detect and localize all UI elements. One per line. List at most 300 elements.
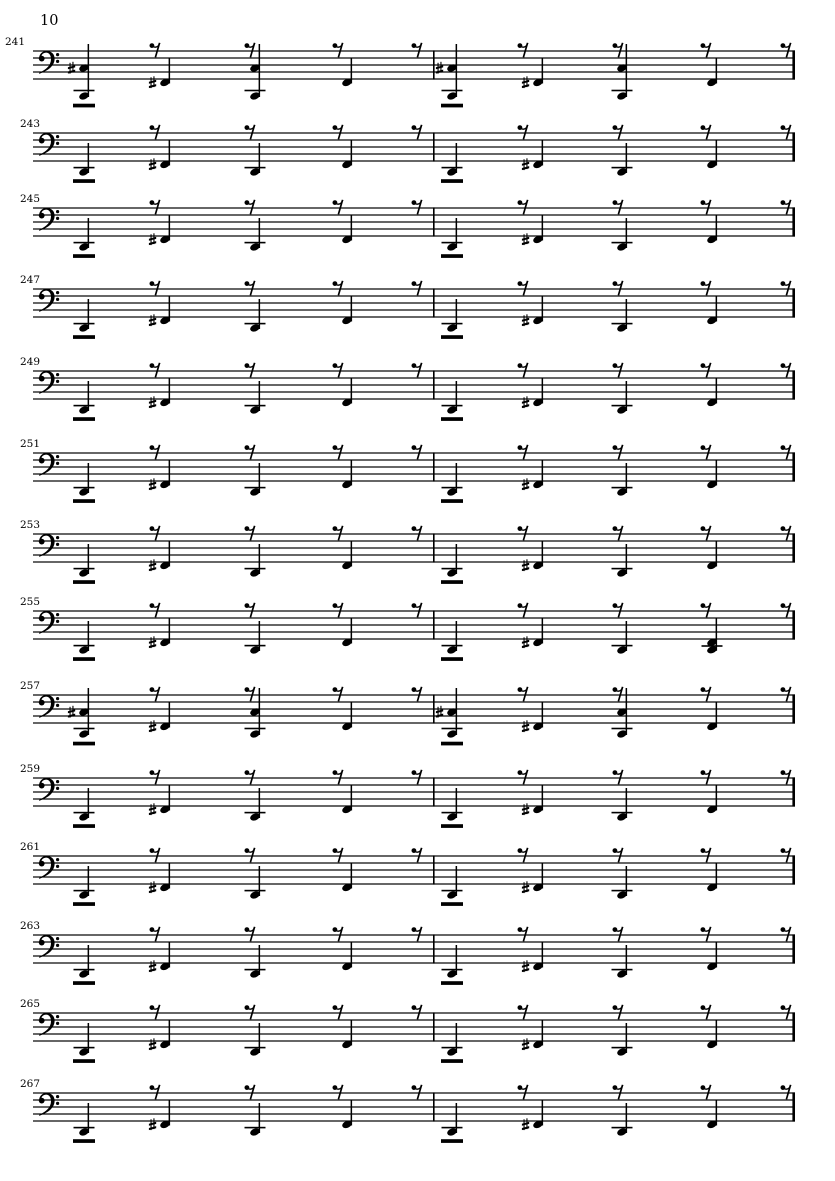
staff-line	[33, 309, 795, 310]
note-stem	[456, 788, 458, 818]
staff-line	[33, 948, 795, 949]
sharp-bar	[522, 1122, 529, 1126]
bass-clef-icon	[39, 778, 59, 801]
staff-line	[33, 547, 795, 548]
eighth-rest-icon	[518, 445, 528, 460]
note-stem	[351, 140, 353, 166]
note-stem	[169, 1100, 171, 1126]
rest-blob	[701, 927, 706, 932]
clef-blob	[39, 138, 45, 144]
eighth-rest-icon	[245, 603, 255, 618]
clef-dot	[56, 380, 59, 383]
note-stem	[351, 58, 353, 84]
rest-blob	[701, 1005, 706, 1010]
clef-dot	[56, 780, 59, 783]
note-stem	[259, 218, 261, 248]
note-stem	[351, 215, 353, 241]
note-stem	[626, 621, 628, 651]
final-barline	[792, 1012, 795, 1041]
note-stem	[542, 140, 544, 166]
ledger-line	[245, 728, 266, 730]
rest-blob	[150, 603, 155, 608]
clef-curl	[39, 371, 55, 394]
note-stem	[716, 296, 718, 322]
sharp-accidental	[522, 881, 529, 893]
sharp-bar	[149, 166, 156, 170]
note-stem	[456, 544, 458, 574]
note-stem	[351, 702, 353, 728]
note-stem	[626, 688, 628, 735]
rest-blob	[613, 603, 618, 608]
rest-blob	[701, 363, 706, 368]
ledger-line	[245, 890, 266, 892]
final-barline	[792, 288, 795, 317]
note-stem	[259, 1023, 261, 1053]
note-stem	[716, 58, 718, 84]
rest-blob	[613, 125, 618, 130]
eighth-rest-icon	[701, 1085, 711, 1100]
eighth-rest-icon	[150, 603, 160, 618]
thick-ledger-bar	[73, 657, 95, 661]
ledger-line	[245, 487, 266, 489]
final-barline	[792, 855, 795, 884]
rest-blob	[781, 848, 786, 853]
rest-blob	[333, 125, 338, 130]
eighth-rest-icon	[333, 125, 343, 140]
staff-line	[33, 214, 795, 215]
note-stem	[169, 785, 171, 811]
rest-blob	[613, 770, 618, 775]
bass-clef-icon	[39, 695, 59, 718]
ledger-line	[612, 167, 633, 169]
staff-line	[33, 631, 795, 632]
note-stem	[169, 541, 171, 567]
bass-clef-icon	[39, 1093, 59, 1116]
ledger-line	[442, 487, 463, 489]
note-stem	[259, 381, 261, 411]
staff-line	[33, 1012, 795, 1013]
rest-blob	[150, 445, 155, 450]
eighth-rest-icon	[333, 43, 343, 58]
eighth-rest-icon	[245, 281, 255, 296]
eighth-rest-icon	[412, 363, 422, 378]
eighth-rest-icon	[150, 1085, 160, 1100]
eighth-rest-icon	[613, 363, 623, 378]
eighth-rest-icon	[701, 687, 711, 702]
eighth-rest-icon	[150, 526, 160, 541]
eighth-rest-icon	[245, 848, 255, 863]
note-stem	[169, 140, 171, 166]
sharp-bar	[436, 65, 443, 69]
note-stem	[716, 1020, 718, 1046]
barline	[433, 370, 435, 399]
rest-blob	[412, 927, 417, 932]
staff-line	[33, 554, 795, 555]
staff-line	[33, 78, 795, 79]
final-barline	[792, 132, 795, 161]
rest-blob	[245, 770, 250, 775]
note-stem	[169, 618, 171, 644]
thick-ledger-bar	[73, 1139, 95, 1143]
rest-blob	[412, 200, 417, 205]
rest-blob	[412, 125, 417, 130]
sharp-bar	[149, 318, 156, 322]
eighth-rest-icon	[781, 848, 791, 863]
sharp-bar	[522, 807, 529, 811]
rest-blob	[518, 770, 523, 775]
ledger-line	[612, 90, 633, 92]
eighth-rest-icon	[518, 43, 528, 58]
eighth-rest-icon	[518, 603, 528, 618]
clef-curl	[39, 133, 55, 156]
staff-line	[33, 610, 795, 611]
rest-blob	[781, 43, 786, 48]
ledger-line	[442, 167, 463, 169]
ledger-line	[612, 405, 633, 407]
note-stem	[169, 460, 171, 486]
thick-ledger-bar	[73, 580, 95, 584]
staff-line	[33, 146, 795, 147]
clef-blob	[39, 213, 45, 219]
sharp-bar	[149, 482, 156, 486]
sharp-bar	[522, 404, 529, 408]
clef-dot	[56, 291, 59, 294]
eighth-rest-icon	[701, 43, 711, 58]
sharp-bar	[522, 237, 529, 241]
sharp-accidental	[149, 1118, 156, 1130]
note-stem	[169, 942, 171, 968]
clef-dot	[56, 536, 59, 539]
sharp-bar	[522, 964, 529, 968]
rest-blob	[701, 1085, 706, 1090]
thick-ledger-bar	[73, 335, 95, 339]
note-stem	[456, 866, 458, 896]
barline	[433, 452, 435, 481]
eighth-rest-icon	[150, 43, 160, 58]
note-stem	[626, 1103, 628, 1133]
rest-blob	[333, 848, 338, 853]
note-stem	[716, 378, 718, 404]
eighth-rest-icon	[613, 848, 623, 863]
note-stem	[626, 299, 628, 329]
sharp-bar	[68, 709, 75, 713]
note-stem	[88, 218, 90, 248]
sharp-accidental	[68, 62, 75, 74]
staff-system	[20, 118, 795, 183]
rest-blob	[245, 200, 250, 205]
ledger-line	[74, 167, 95, 169]
eighth-rest-icon	[150, 848, 160, 863]
rest-blob	[701, 848, 706, 853]
rest-blob	[781, 603, 786, 608]
final-barline	[792, 1092, 795, 1121]
rest-blob	[245, 281, 250, 286]
staff-line	[33, 377, 795, 378]
sharp-bar	[522, 318, 529, 322]
note-stem	[351, 785, 353, 811]
eighth-rest-icon	[333, 445, 343, 460]
sharp-accidental	[522, 1118, 529, 1130]
staff-line	[33, 962, 795, 963]
note-stem	[169, 1020, 171, 1046]
final-barline	[792, 610, 795, 639]
note-stem	[351, 942, 353, 968]
ledger-line	[612, 890, 633, 892]
sharp-bar	[522, 482, 529, 486]
note-stem	[351, 541, 353, 567]
measure-number: 251	[20, 438, 41, 450]
eighth-rest-icon	[701, 848, 711, 863]
note-stem	[169, 58, 171, 84]
sharp-bar	[149, 237, 156, 241]
sharp-bar	[522, 724, 529, 728]
sharp-accidental	[522, 1038, 529, 1050]
sharp-bar	[522, 728, 529, 732]
note-stem	[351, 863, 353, 889]
note-stem	[169, 702, 171, 728]
thick-ledger-bar	[73, 104, 95, 108]
rest-blob	[412, 43, 417, 48]
rest-blob	[613, 526, 618, 531]
rest-blob	[412, 445, 417, 450]
note-stem	[542, 541, 544, 567]
staff-system	[20, 274, 795, 339]
final-barline	[792, 934, 795, 963]
sharp-bar	[522, 162, 529, 166]
eighth-rest-icon	[150, 687, 160, 702]
rest-blob	[613, 927, 618, 932]
eighth-rest-icon	[412, 848, 422, 863]
note-stem	[169, 378, 171, 404]
eighth-rest-icon	[613, 445, 623, 460]
note-stem	[716, 618, 718, 651]
rest-blob	[781, 770, 786, 775]
rest-blob	[150, 200, 155, 205]
sharp-accidental	[149, 478, 156, 490]
clef-dot	[56, 1022, 59, 1025]
rest-blob	[518, 445, 523, 450]
eighth-rest-icon	[613, 43, 623, 58]
eighth-rest-icon	[613, 687, 623, 702]
ledger-line	[442, 728, 463, 730]
note-stem	[351, 1020, 353, 1046]
note-stem	[626, 945, 628, 975]
note-stem	[259, 945, 261, 975]
ledger-line	[612, 969, 633, 971]
note-stem	[88, 688, 90, 735]
eighth-rest-icon	[518, 363, 528, 378]
ledger-line	[245, 323, 266, 325]
thick-ledger-bar	[73, 981, 95, 985]
final-barline	[792, 50, 795, 79]
ledger-line	[245, 645, 266, 647]
note-stem	[542, 215, 544, 241]
eighth-rest-icon	[412, 445, 422, 460]
staff-line	[33, 561, 795, 562]
clef-curl	[39, 935, 55, 958]
measure-number: 245	[20, 193, 41, 205]
sharp-bar	[522, 166, 529, 170]
staff-line	[33, 805, 795, 806]
measure-number: 257	[20, 680, 41, 692]
staff-line	[33, 473, 795, 474]
measure-number: 253	[20, 519, 41, 531]
note-stem	[456, 143, 458, 173]
sharp-bar	[522, 563, 529, 567]
staff-line	[33, 398, 795, 399]
staff-line	[33, 941, 795, 942]
eighth-rest-icon	[518, 1085, 528, 1100]
eighth-rest-icon	[781, 200, 791, 215]
final-barline	[792, 370, 795, 399]
staff-line	[33, 869, 795, 870]
ledger-line	[245, 1127, 266, 1129]
sharp-bar	[149, 811, 156, 815]
note-stem	[626, 381, 628, 411]
clef-dot	[56, 60, 59, 63]
rest-blob	[518, 363, 523, 368]
sharp-bar	[149, 404, 156, 408]
sharp-bar	[522, 1046, 529, 1050]
note-stem	[542, 460, 544, 486]
note-stem	[456, 44, 458, 97]
sharp-accidental	[522, 559, 529, 571]
bass-clef-icon	[39, 935, 59, 958]
sharp-bar	[149, 162, 156, 166]
note-stem	[88, 381, 90, 411]
clef-dot	[56, 455, 59, 458]
note-stem	[542, 378, 544, 404]
eighth-rest-icon	[518, 770, 528, 785]
eighth-rest-icon	[245, 43, 255, 58]
sharp-accidental	[522, 233, 529, 245]
staff-line	[33, 1040, 795, 1041]
ledger-line	[442, 645, 463, 647]
sharp-bar	[522, 400, 529, 404]
rest-blob	[781, 526, 786, 531]
clef-dot	[56, 1015, 59, 1018]
thick-ledger-bar	[441, 902, 463, 906]
eighth-rest-icon	[245, 200, 255, 215]
staff-line	[33, 722, 795, 723]
note-stem	[259, 866, 261, 896]
sharp-accidental	[149, 960, 156, 972]
staff-line	[33, 862, 795, 863]
thick-ledger-bar	[441, 1139, 463, 1143]
sharp-bar	[436, 709, 443, 713]
note-stem	[716, 785, 718, 811]
note-stem	[259, 463, 261, 493]
sharp-accidental	[149, 314, 156, 326]
rest-blob	[245, 125, 250, 130]
thick-ledger-bar	[441, 657, 463, 661]
eighth-rest-icon	[150, 125, 160, 140]
eighth-rest-icon	[701, 281, 711, 296]
rest-blob	[518, 927, 523, 932]
ledger-line	[612, 812, 633, 814]
note-stem	[716, 215, 718, 241]
sharp-bar	[522, 644, 529, 648]
sharp-bar	[522, 640, 529, 644]
eighth-rest-icon	[701, 125, 711, 140]
eighth-rest-icon	[701, 927, 711, 942]
rest-blob	[150, 848, 155, 853]
bass-clef-icon	[39, 453, 59, 476]
rest-blob	[701, 687, 706, 692]
sharp-bar	[68, 65, 75, 69]
staff-line	[33, 288, 795, 289]
rest-blob	[333, 1005, 338, 1010]
measure-number: 247	[20, 274, 41, 286]
sharp-bar	[522, 1126, 529, 1130]
note-stem	[542, 785, 544, 811]
staff-line	[33, 777, 795, 778]
note-stem	[716, 1100, 718, 1126]
sharp-accidental	[522, 158, 529, 170]
rest-blob	[333, 770, 338, 775]
clef-dot	[56, 217, 59, 220]
eighth-rest-icon	[333, 770, 343, 785]
note-stem	[456, 1023, 458, 1053]
staff-system	[20, 680, 795, 745]
note-stem	[351, 1100, 353, 1126]
rest-blob	[613, 848, 618, 853]
clef-curl	[39, 1093, 55, 1116]
eighth-rest-icon	[701, 445, 711, 460]
rest-blob	[781, 927, 786, 932]
note-stem	[542, 296, 544, 322]
staff-system	[20, 596, 795, 661]
rest-blob	[518, 687, 523, 692]
sharp-bar	[149, 563, 156, 567]
clef-dot	[56, 937, 59, 940]
sharp-bar	[149, 1122, 156, 1126]
measure-number: 261	[20, 841, 41, 853]
rest-blob	[333, 43, 338, 48]
sharp-bar	[149, 80, 156, 84]
eighth-rest-icon	[333, 526, 343, 541]
rest-blob	[245, 1085, 250, 1090]
rest-blob	[781, 445, 786, 450]
note-stem	[259, 44, 261, 97]
eighth-rest-icon	[701, 200, 711, 215]
rest-blob	[412, 770, 417, 775]
clef-dot	[56, 787, 59, 790]
staff-line	[33, 302, 795, 303]
rest-blob	[781, 363, 786, 368]
eighth-rest-icon	[333, 281, 343, 296]
rest-blob	[781, 125, 786, 130]
thick-ledger-bar	[73, 179, 95, 183]
eighth-rest-icon	[781, 927, 791, 942]
sharp-bar	[522, 885, 529, 889]
note-stem	[456, 621, 458, 651]
thick-ledger-bar	[441, 742, 463, 746]
rest-blob	[412, 1085, 417, 1090]
eighth-rest-icon	[333, 200, 343, 215]
eighth-rest-icon	[412, 687, 422, 702]
sharp-accidental	[522, 396, 529, 408]
note-stem	[542, 942, 544, 968]
staff-line	[33, 459, 795, 460]
ledger-line	[74, 1127, 95, 1129]
sharp-bar	[149, 400, 156, 404]
clef-dot	[56, 53, 59, 56]
barline	[433, 694, 435, 723]
final-barline	[792, 694, 795, 723]
clef-blob	[39, 56, 45, 62]
clef-blob	[39, 294, 45, 300]
